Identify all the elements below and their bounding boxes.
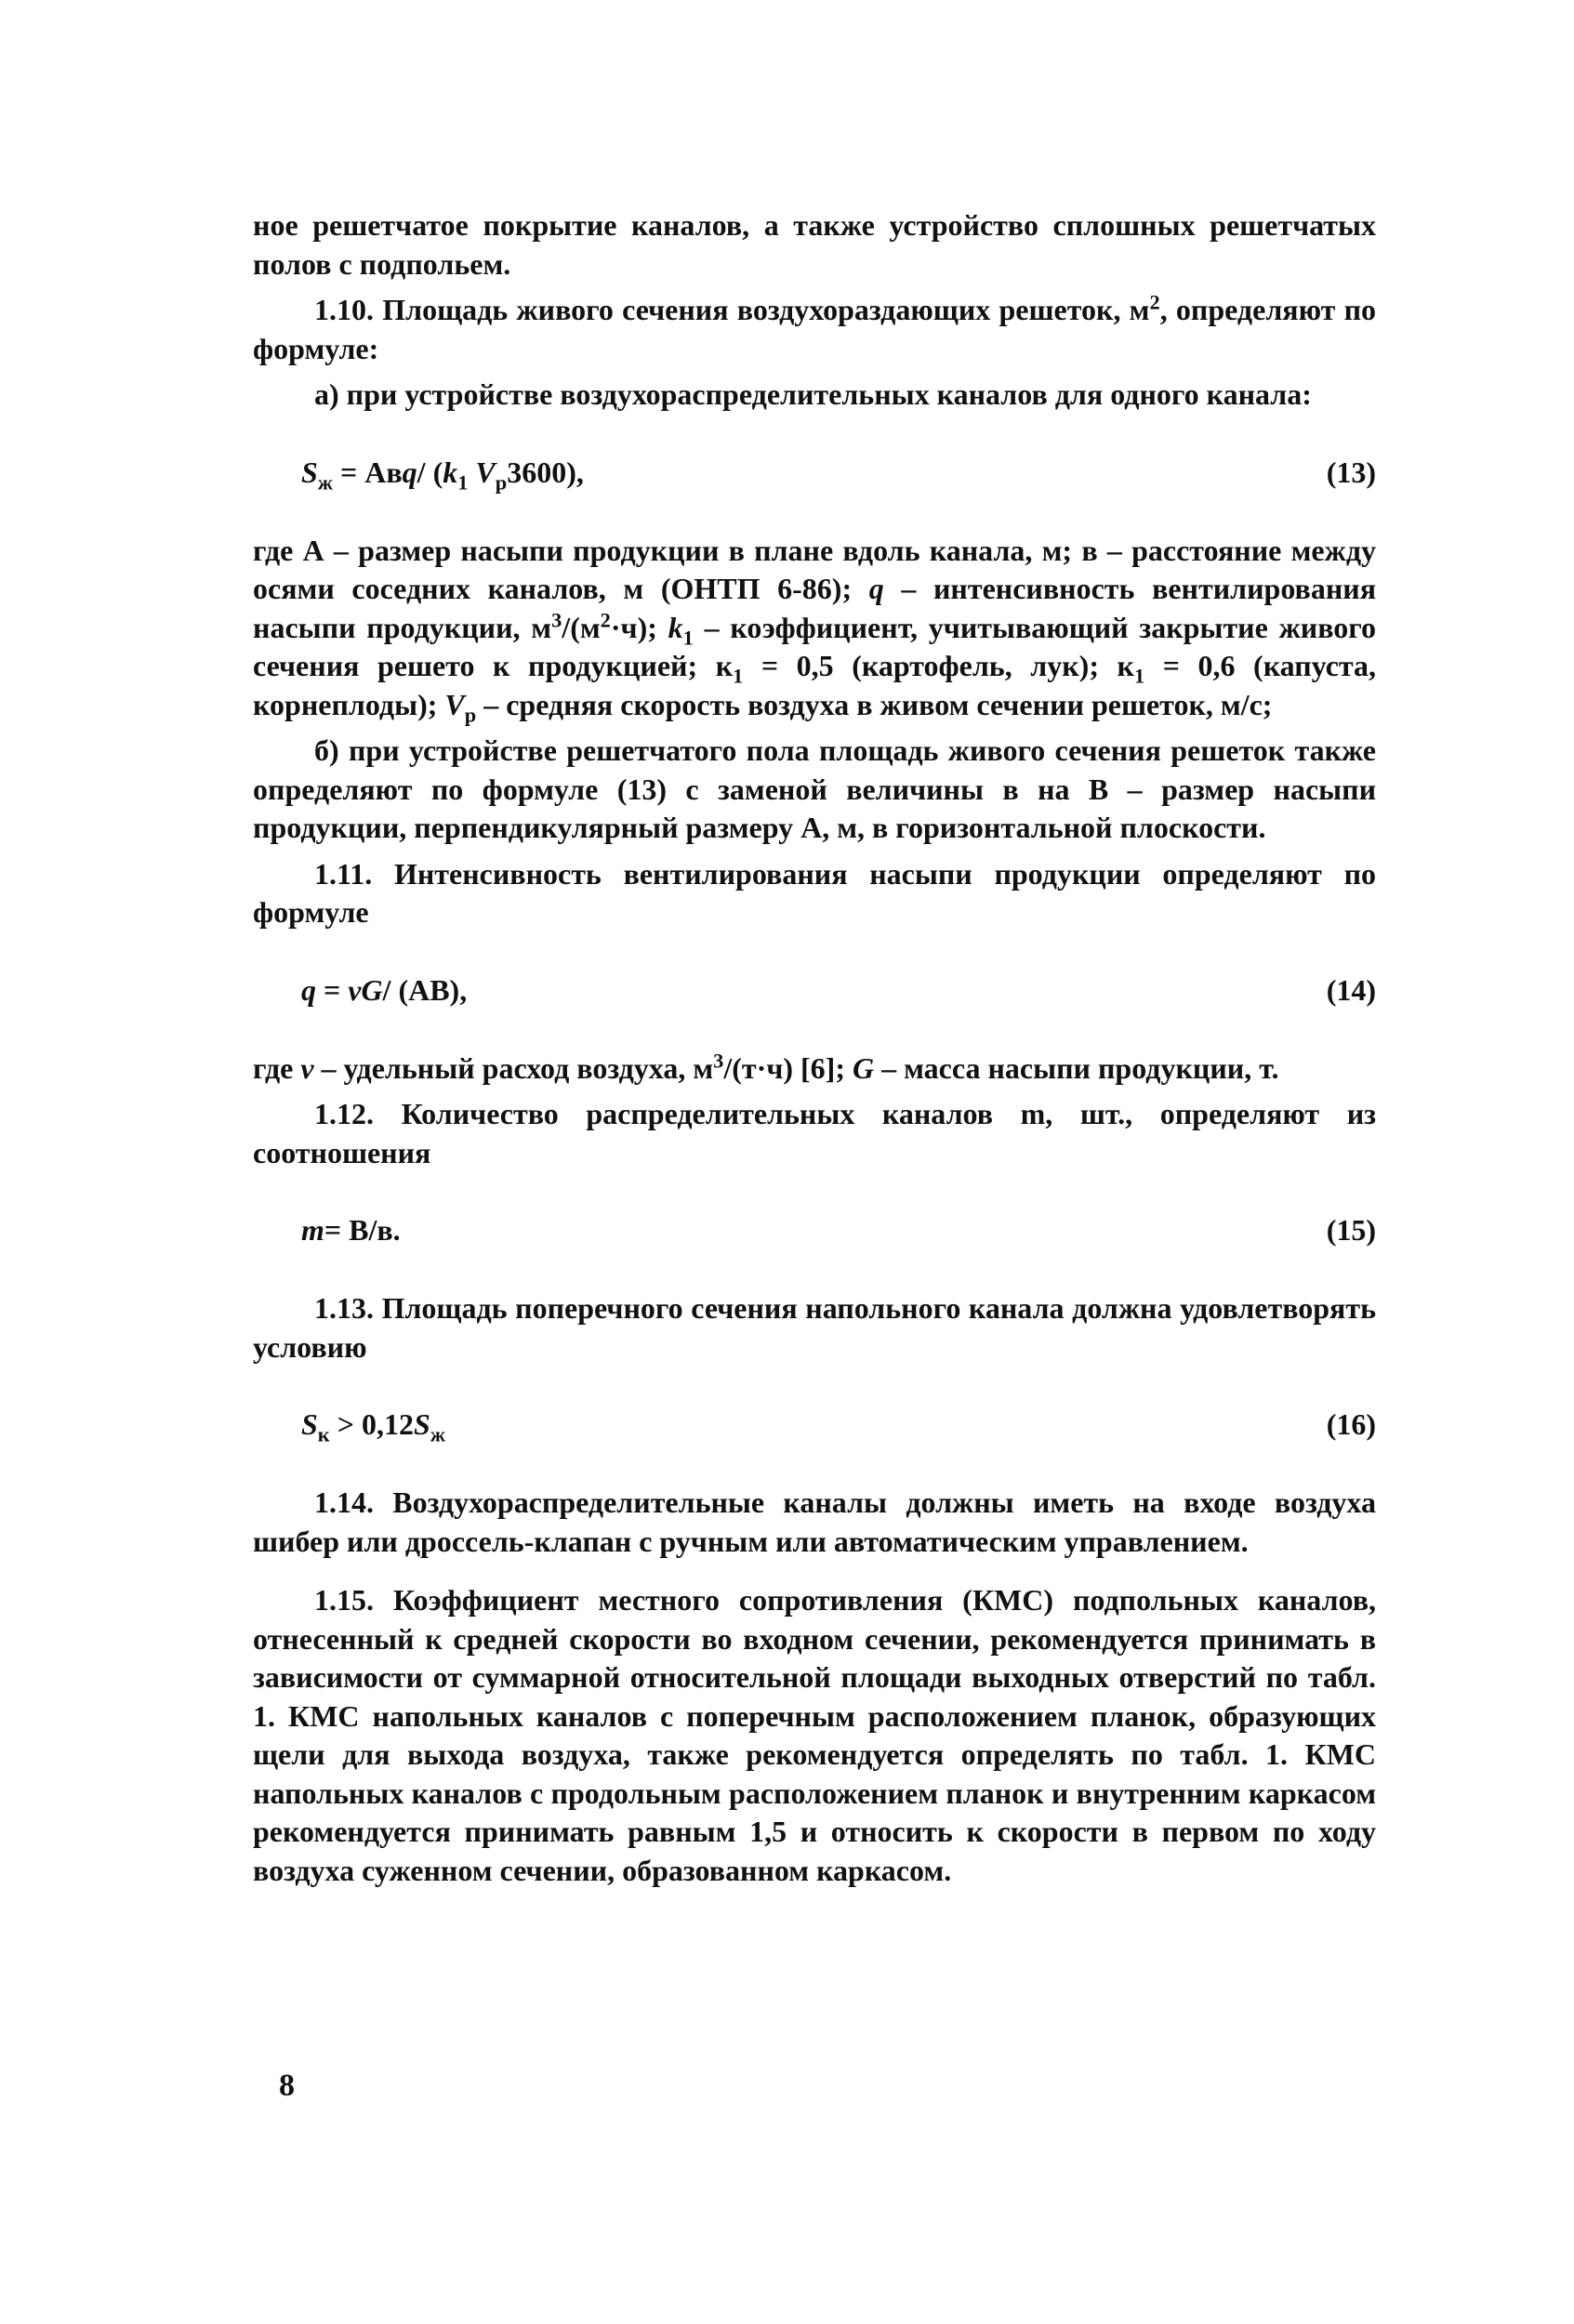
formula-13-number: (13) — [1326, 455, 1376, 489]
formula-14-expression: q = vG/ (АВ), — [301, 972, 468, 1007]
paragraph-1-15: 1.15. Коэффициент местного сопротивления (КМС) подпольных каналов, отнесенный к средней скорости во входном сечении, рекомендуется принимать в зависимости от суммарной относительной площади выходных отверстий по табл. 1. КМС напольных каналов с поперечным расположением планок, образующих щели для выхода воздуха, также рекомендуется определять по табл. 1. КМС напольных каналов с продольным расположением планок и внутренним каркасом рекомендуется принимать равным 1,5 и относить к скорости в первом по ходу воздуха суженном сечении, образованном каркасом. — [253, 1583, 1376, 1887]
formula-15-expression: m= В/в. — [301, 1213, 401, 1247]
formula-16-expression: $S_к > 0,12S_ж$ — [301, 1407, 445, 1446]
paragraph-1-14: 1.14. Воздухораспределительные каналы должны иметь на входе воздуха шибер или дроссель-клапан с ручным или автоматическим управлением. — [253, 1486, 1376, 1558]
paragraph-item-a: а) при устройстве воздухораспределительных каналов для одного канала: — [314, 377, 1312, 411]
formula-15 — [253, 1204, 1376, 1252]
page-body — [253, 206, 1376, 1890]
paragraph-1-10: 1.10. Площадь живого сечения воздухораздающих решеток, $м^2$, определяют по формуле: — [253, 290, 1377, 365]
formula-14-number: (14) — [1326, 972, 1376, 1007]
paragraph-1-12: 1.12. Количество распределительных каналов m, шт., определяют из соотношения — [253, 1097, 1376, 1169]
paragraph-continuation: ное решетчатое покрытие каналов, а также устройство сплошных решетчатых полов с подпольем. — [253, 208, 1376, 281]
formula-16-number: (16) — [1326, 1407, 1376, 1441]
paragraph-1-11: 1.11. Интенсивность вентилирования насыпи продукции определяют по формуле — [253, 856, 1376, 929]
formula-13 — [253, 446, 1376, 495]
paragraph-item-b: б) при устройстве решетчатого пола площадь живого сечения решеток также определяют по формуле (13) с заменой величины в на В – размер насыпи продукции, перпендикулярный размеру А, м, в горизонтальной плоскости. — [253, 733, 1376, 844]
paragraph-definitions-14: где v – удельный расход воздуха, $м^3/(т\cdot ч)$ [6]; G – масса насыпи продукции, т. — [253, 1048, 1279, 1085]
paragraph-definitions-13: где А – размер насыпи продукции в плане вдоль канала, м; в – расстояние между осями соседних каналов, м (ОНТП 6-86); q – интенсивность вентилирования насыпи продукции, $м^3/(м^2\cdot ч)$; $k_1$ – коэффициент, учитывающий закрытие живого сечения решето к продукцией; $к_1 = 0,5$ (картофель, лук); $к_1 = 0,6$ (капуста, корнеплоды); $V_р$ – средняя скорость воздуха в живом сечении решеток, м/с; — [253, 533, 1377, 726]
formula-16 — [253, 1398, 1376, 1446]
formula-15-number: (15) — [1326, 1213, 1376, 1247]
formula-13-expression: $S_ж = Авq/$ ($k_1$ $V_р3600$), — [301, 455, 584, 494]
page-number: 8 — [279, 2068, 295, 2103]
paragraph-1-13: 1.13. Площадь поперечного сечения напольного канала должна удовлетворять условию — [253, 1291, 1376, 1364]
formula-14 — [253, 964, 1376, 1012]
